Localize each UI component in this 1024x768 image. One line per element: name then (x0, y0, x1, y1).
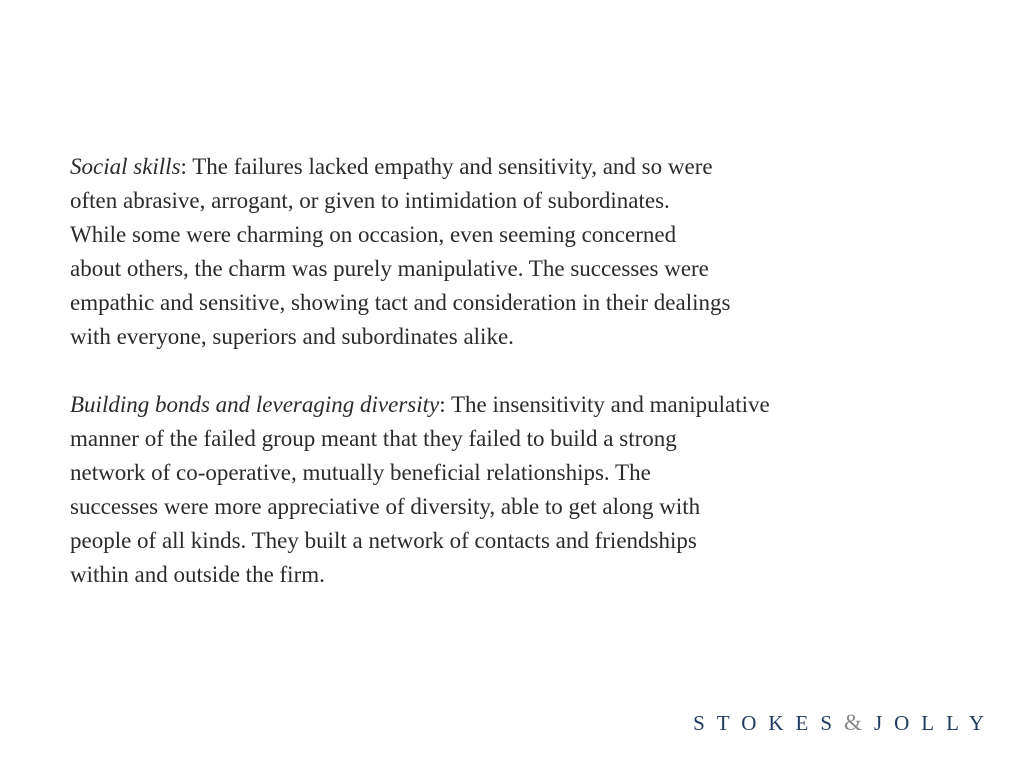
text-line: network of co-operative, mutually beneficial relationships. The (70, 460, 651, 485)
text-line: While some were charming on occasion, even seeming concerned (70, 222, 677, 247)
line-text: : The insensitivity and manipulative (439, 392, 770, 417)
text-line: within and outside the firm. (70, 562, 325, 587)
text-line: often abrasive, arrogant, or given to intimidation of subordinates. (70, 188, 670, 213)
term-building-bonds: Building bonds and leveraging diversity (70, 392, 440, 417)
logo-word-jolly: JOLLY (873, 710, 996, 735)
line-text: : The failures lacked empathy and sensitivity, and so were (180, 154, 713, 179)
term-social-skills: Social skills (70, 154, 181, 179)
paragraph-social-skills (70, 150, 870, 354)
text-line (70, 388, 870, 422)
logo-ampersand: & (844, 710, 868, 735)
paragraph-building-bonds (70, 388, 870, 592)
logo-word-stokes: STOKES (693, 710, 845, 735)
text-line: people of all kinds. They built a network of contacts and friendships (70, 528, 697, 553)
text-line: about others, the charm was purely manipulative. The successes were (70, 256, 709, 281)
stokes-jolly-logo (693, 708, 996, 738)
text-line (70, 150, 870, 184)
text-line: empathic and sensitive, showing tact and consideration in their dealings (70, 290, 731, 315)
text-line: manner of the failed group meant that they failed to build a strong (70, 426, 677, 451)
slide-content (70, 150, 870, 592)
text-line: with everyone, superiors and subordinates alike. (70, 324, 514, 349)
text-line: successes were more appreciative of diversity, able to get along with (70, 494, 701, 519)
